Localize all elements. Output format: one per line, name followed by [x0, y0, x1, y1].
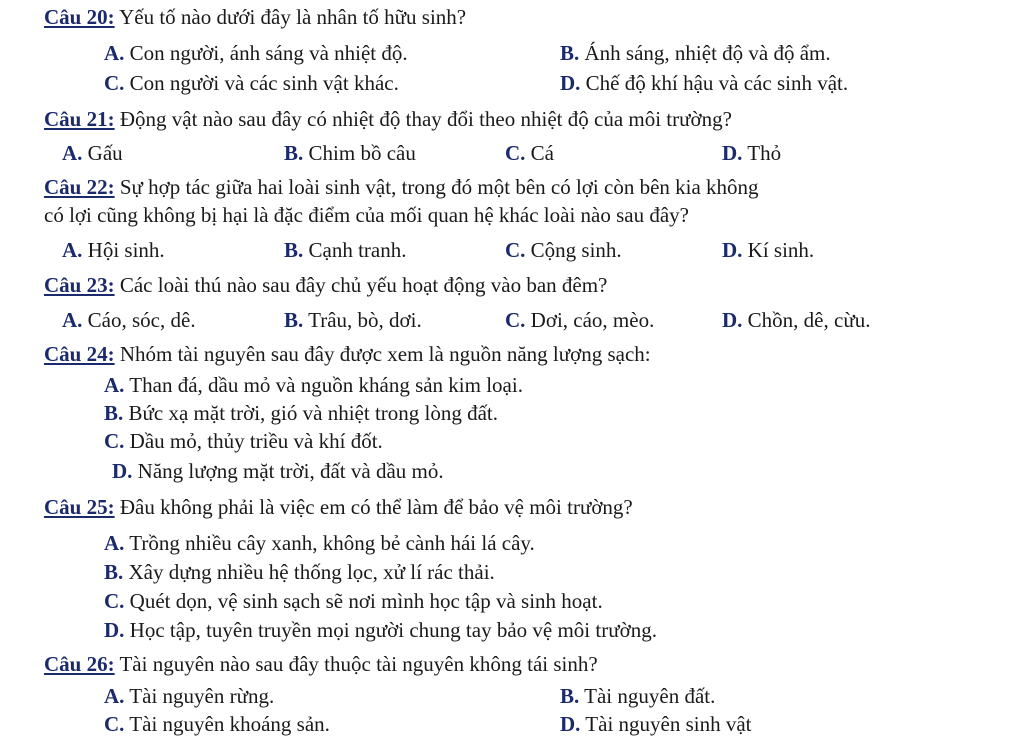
question-text: Các loài thú nào sau đây chủ yếu hoạt động vào ban đêm? — [119, 273, 608, 297]
option-text: Cạnh tranh. — [308, 238, 407, 262]
option-23-d — [722, 307, 870, 333]
question-22 — [44, 174, 759, 200]
option-23-a — [62, 307, 196, 333]
option-text: Trâu, bò, dơi. — [308, 308, 422, 332]
option-text: Hội sinh. — [87, 238, 165, 262]
option-25-b — [104, 559, 495, 585]
option-text: Cá — [530, 141, 554, 165]
question-23 — [44, 272, 607, 298]
option-label: A. — [62, 238, 83, 262]
question-label: Câu 21: — [44, 107, 115, 131]
option-label: B. — [104, 560, 124, 584]
option-text: Chồn, dê, cừu. — [747, 308, 871, 332]
option-23-b — [284, 307, 422, 333]
option-26-c — [104, 711, 330, 737]
option-26-d — [560, 711, 752, 737]
option-label: A. — [104, 41, 125, 65]
option-label: D. — [722, 238, 743, 262]
question-text: Đâu không phải là việc em có thể làm để bảo vệ môi trường? — [119, 495, 633, 519]
question-label: Câu 24: — [44, 342, 115, 366]
option-text: Bức xạ mặt trời, gió và nhiệt trong lòng đất. — [128, 401, 499, 425]
question-24 — [44, 341, 651, 367]
option-22-a — [62, 237, 165, 263]
option-label: B. — [284, 308, 304, 332]
option-label: B. — [104, 401, 124, 425]
option-label: A. — [104, 373, 125, 397]
option-21-a — [62, 140, 123, 166]
option-21-b — [284, 140, 416, 166]
option-text: Ánh sáng, nhiệt độ và độ ẩm. — [584, 41, 831, 65]
option-label: C. — [104, 712, 125, 736]
option-text: Xây dựng nhiều hệ thống lọc, xử lí rác thải. — [128, 560, 495, 584]
option-label: B. — [284, 238, 304, 262]
option-21-c — [505, 140, 554, 166]
option-text: Cáo, sóc, dê. — [87, 308, 196, 332]
option-label: D. — [722, 141, 743, 165]
option-label: B. — [284, 141, 304, 165]
option-text: Thỏ — [747, 141, 782, 165]
option-label: D. — [112, 459, 133, 483]
option-24-d — [112, 458, 444, 484]
option-label: C. — [505, 308, 526, 332]
option-label: D. — [722, 308, 743, 332]
option-text: Chim bồ câu — [308, 141, 416, 165]
option-25-a — [104, 530, 535, 556]
option-text: Cộng sinh. — [530, 238, 622, 262]
option-22-c — [505, 237, 622, 263]
option-20-d — [560, 70, 848, 96]
option-20-c — [104, 70, 399, 96]
option-25-d — [104, 617, 657, 643]
option-text: Kí sinh. — [747, 238, 815, 262]
option-label: A. — [104, 531, 125, 555]
option-label: D. — [560, 71, 581, 95]
question-text-continued: có lợi cũng không bị hại là đặc điểm của mối quan hệ khác loài nào sau đây? — [44, 203, 689, 227]
option-text: Con người, ánh sáng và nhiệt độ. — [129, 41, 408, 65]
question-22-continued — [44, 202, 689, 228]
option-text: Dơi, cáo, mèo. — [530, 308, 655, 332]
question-label: Câu 25: — [44, 495, 115, 519]
option-label: B. — [560, 684, 580, 708]
question-label: Câu 22: — [44, 175, 115, 199]
question-text: Tài nguyên nào sau đây thuộc tài nguyên không tái sinh? — [119, 652, 598, 676]
question-text: Nhóm tài nguyên sau đây được xem là nguồn năng lượng sạch: — [119, 342, 651, 366]
option-text: Quét dọn, vệ sinh sạch sẽ nơi mình học tập và sinh hoạt. — [129, 589, 603, 613]
option-label: C. — [505, 141, 526, 165]
option-text: Tài nguyên rừng. — [129, 684, 275, 708]
option-text: Tài nguyên khoáng sản. — [129, 712, 330, 736]
question-text: Sự hợp tác giữa hai loài sinh vật, trong đó một bên có lợi còn bên kia không — [119, 175, 759, 199]
question-label: Câu 20: — [44, 5, 115, 29]
question-26 — [44, 651, 598, 677]
option-22-d — [722, 237, 814, 263]
option-25-c — [104, 588, 603, 614]
option-label: A. — [104, 684, 125, 708]
option-24-a — [104, 372, 523, 398]
option-label: C. — [104, 429, 125, 453]
option-20-b — [560, 40, 831, 66]
option-text: Năng lượng mặt trời, đất và dầu mỏ. — [137, 459, 444, 483]
question-text: Động vật nào sau đây có nhiệt độ thay đổi theo nhiệt độ của môi trường? — [119, 107, 732, 131]
option-label: C. — [505, 238, 526, 262]
question-21 — [44, 106, 732, 132]
option-label: B. — [560, 41, 580, 65]
option-24-b — [104, 400, 498, 426]
option-text: Học tập, tuyên truyền mọi người chung tay bảo vệ môi trường. — [129, 618, 657, 642]
option-label: A. — [62, 308, 83, 332]
option-22-b — [284, 237, 407, 263]
option-text: Dầu mỏ, thủy triều và khí đốt. — [129, 429, 383, 453]
option-26-b — [560, 683, 715, 709]
option-text: Con người và các sinh vật khác. — [129, 71, 399, 95]
option-20-a — [104, 40, 408, 66]
option-23-c — [505, 307, 654, 333]
option-text: Gấu — [87, 141, 123, 165]
option-text: Trồng nhiều cây xanh, không bẻ cành hái lá cây. — [129, 531, 535, 555]
option-label: D. — [560, 712, 581, 736]
question-20 — [44, 4, 466, 30]
question-label: Câu 26: — [44, 652, 115, 676]
option-26-a — [104, 683, 274, 709]
question-text: Yếu tố nào dưới đây là nhân tố hữu sinh? — [119, 5, 467, 29]
option-21-d — [722, 140, 781, 166]
option-text: Chế độ khí hậu và các sinh vật. — [585, 71, 849, 95]
option-label: A. — [62, 141, 83, 165]
option-label: C. — [104, 589, 125, 613]
option-24-c — [104, 428, 383, 454]
option-text: Than đá, dầu mỏ và nguồn kháng sản kim loại. — [129, 373, 523, 397]
question-25 — [44, 494, 633, 520]
question-label: Câu 23: — [44, 273, 115, 297]
option-text: Tài nguyên đất. — [584, 684, 716, 708]
option-label: D. — [104, 618, 125, 642]
option-text: Tài nguyên sinh vật — [585, 712, 752, 736]
option-label: C. — [104, 71, 125, 95]
